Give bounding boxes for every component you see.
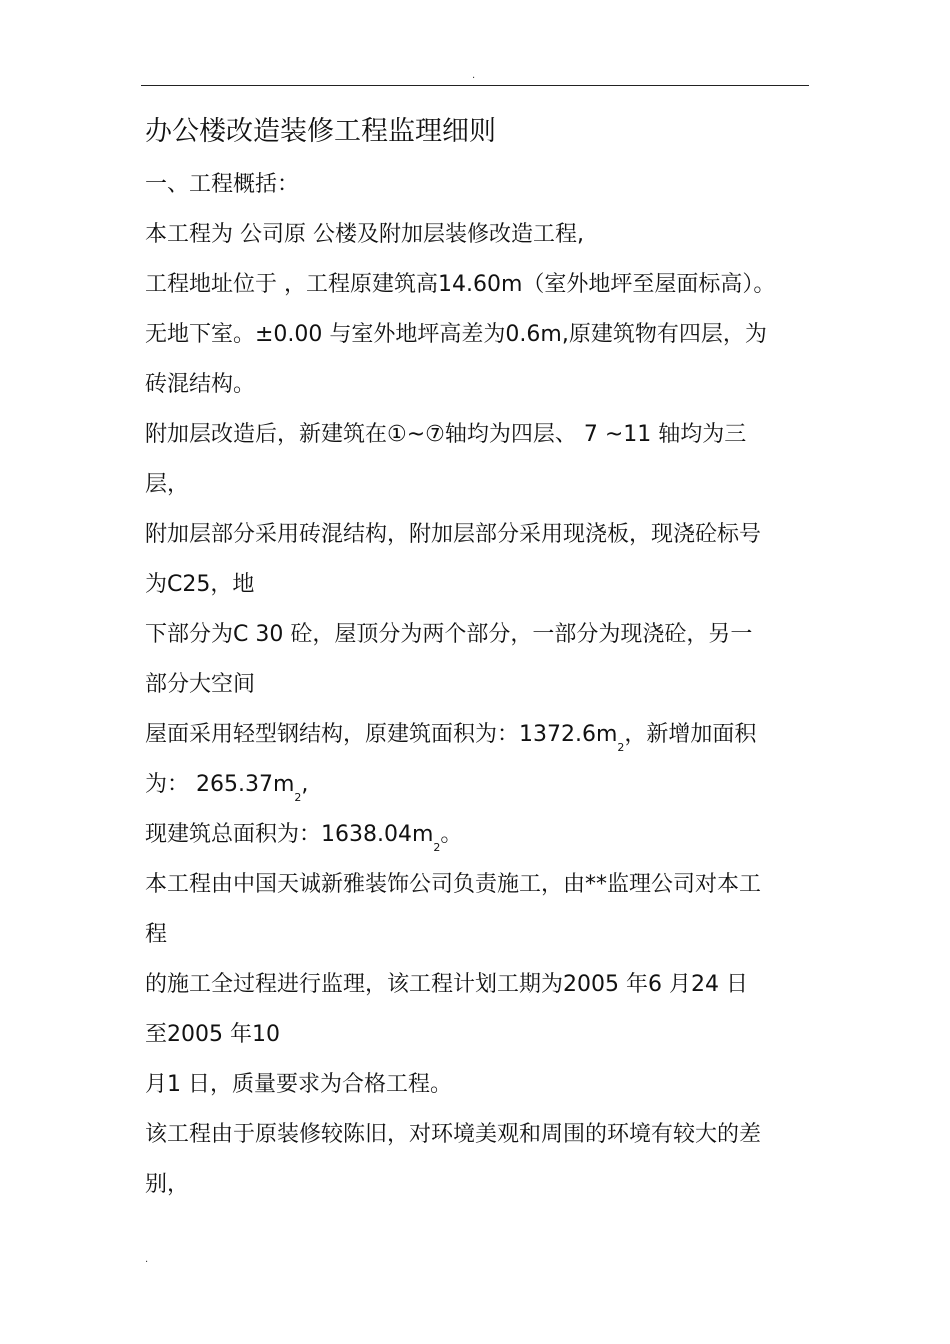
footer-mark: . <box>145 1254 149 1265</box>
paragraph-line: 本工程由中国天诚新雅装饰公司负责施工，由**监理公司对本工 <box>145 872 762 897</box>
paragraph-line-area <box>145 760 809 810</box>
line-text: , <box>301 772 309 797</box>
header-mark: . <box>472 70 476 81</box>
paragraph-line: 该工程由于原装修较陈旧，对环境美观和周围的环境有较大的差 <box>145 1122 762 1147</box>
paragraph-line: 本工程为 公司原 公楼及附加层装修改造工程, <box>145 222 584 247</box>
paragraph-line: 附加层改造后，新建筑在①~⑦轴均为四层、 7 ~11 轴均为三 <box>145 422 747 447</box>
paragraph-line: 别， <box>145 1172 190 1197</box>
subscript: 2 <box>617 741 625 754</box>
subscript: 2 <box>294 791 302 804</box>
paragraph-line: 一、工程概括： <box>145 172 300 197</box>
line-text: 屋面采用轻型钢结构，原建筑面积为：1372.6m <box>145 722 618 747</box>
paragraph-line: 的施工全过程进行监理，该工程计划工期为2005 年6 月24 日 <box>145 972 748 997</box>
line-text: 现建筑总面积为：1638.04m <box>145 822 434 847</box>
line-text: 为： 265.37m <box>145 772 295 797</box>
paragraph-line-area <box>145 710 809 760</box>
paragraph-line: 砖混结构。 <box>145 372 256 397</box>
subscript: 2 <box>433 841 441 854</box>
paragraph-line: 层， <box>145 472 190 497</box>
paragraph-line: 至2005 年10 <box>145 1022 280 1047</box>
paragraph-line: 无地下室。±0.00 与室外地坪高差为0.6m,原建筑物有四层，为 <box>145 322 767 347</box>
paragraph-line: 附加层部分采用砖混结构，附加层部分采用现浇板，现浇砼标号 <box>145 522 762 547</box>
header-rule <box>141 85 809 86</box>
body-text <box>145 160 809 1210</box>
paragraph-line: 为C25，地 <box>145 572 255 597</box>
line-text: 。 <box>440 822 463 847</box>
paragraph-line-area <box>145 810 809 860</box>
paragraph-line: 程 <box>145 922 168 947</box>
paragraph-line: 工程地址位于 ，工程原建筑高14.60m（室外地坪至屋面标高）。 <box>145 272 776 297</box>
paragraph-line: 下部分为C 30 砼，屋顶分为两个部分，一部分为现浇砼，另一 <box>145 622 753 647</box>
paragraph-line: 月1 日，质量要求为合格工程。 <box>145 1072 452 1097</box>
paragraph-line: 部分大空间 <box>145 672 256 697</box>
document-title: 办公楼改造装修工程监理细则 <box>145 116 496 147</box>
line-text: ，新增加面积 <box>624 722 757 747</box>
